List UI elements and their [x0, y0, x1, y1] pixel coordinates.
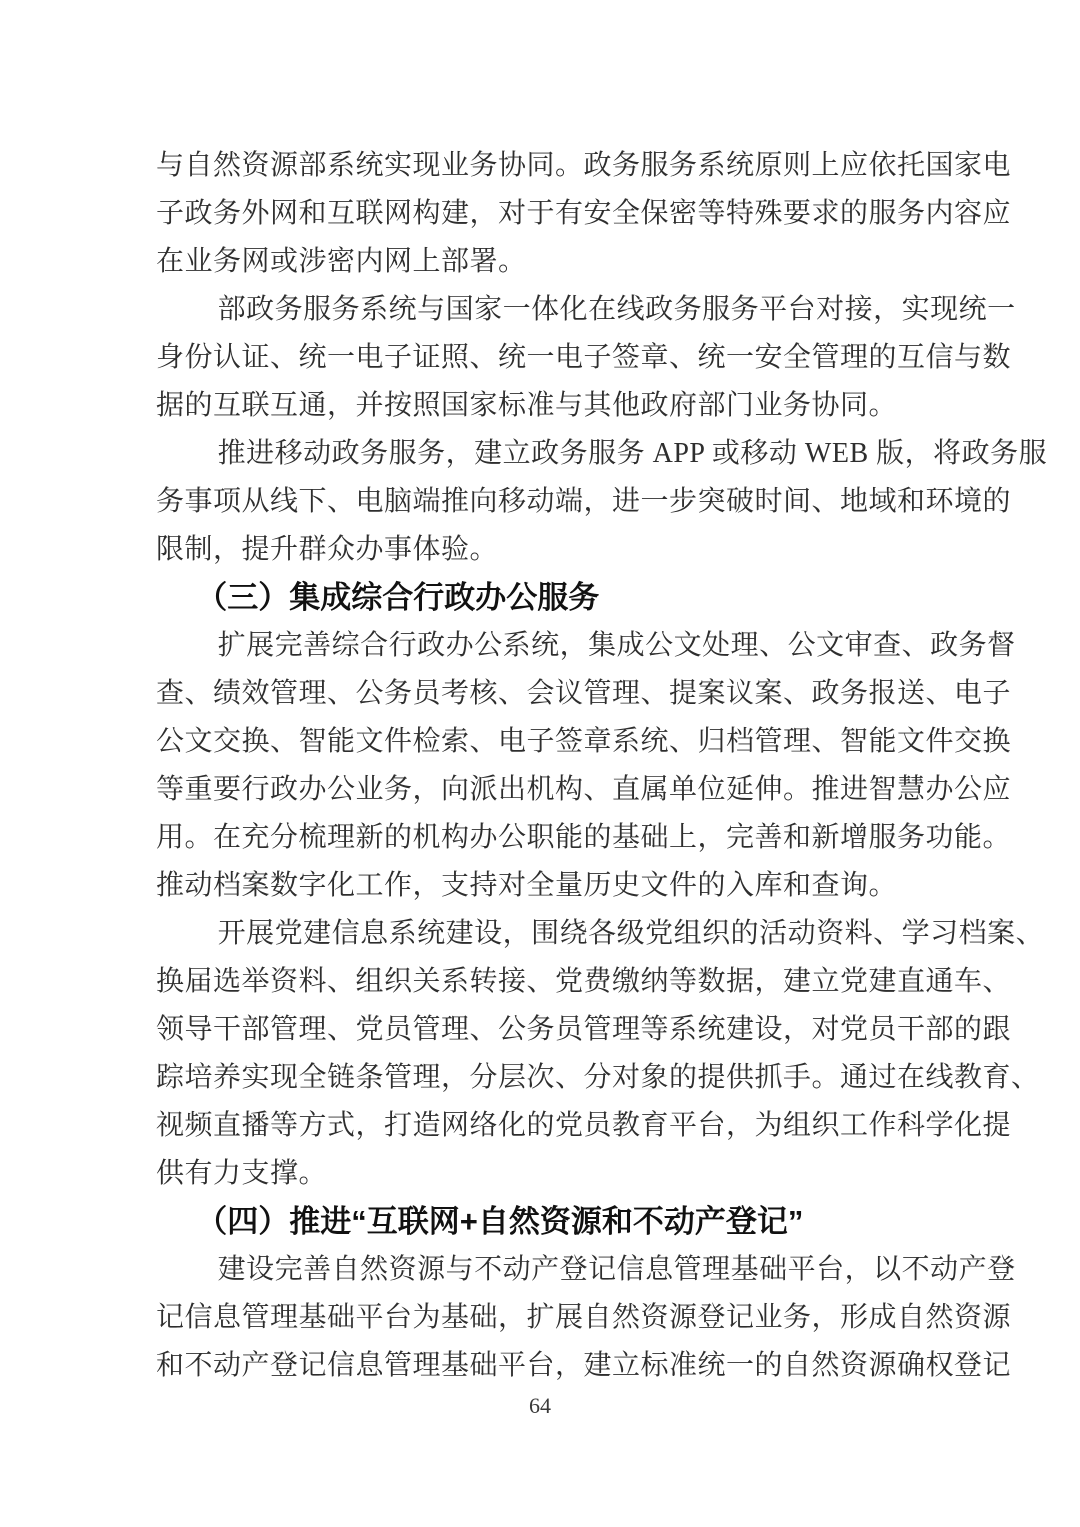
paragraph-line: 建设完善自然资源与不动产登记信息管理基础平台，以不动产登: [217, 1254, 1016, 1285]
document-body: [156, 142, 1048, 1390]
paragraph-line: 供有力支撑。: [156, 1158, 328, 1189]
page-number: 64: [529, 1393, 551, 1418]
paragraph-line: 等重要行政办公业务，向派出机构、直属单位延伸。推进智慧办公应: [156, 774, 1012, 805]
section-heading: （四）推进“互联网+自然资源和不动产登记”: [196, 1204, 804, 1239]
paragraph-line: 据的互联互通，并按照国家标准与其他政府部门业务协同。: [156, 390, 898, 421]
paragraph-line: 换届选举资料、组织关系转接、党费缴纳等数据，建立党建直通车、: [156, 966, 1012, 997]
paragraph-line: 视频直播等方式，打造网络化的党员教育平台，为组织工作科学化提: [156, 1110, 1012, 1141]
section-heading: （三）集成综合行政办公服务: [196, 580, 600, 615]
paragraph-line: 与自然资源部系统实现业务协同。政务服务系统原则上应依托国家电: [156, 150, 1012, 181]
paragraph-line: 和不动产登记信息管理基础平台，建立标准统一的自然资源确权登记: [156, 1350, 1012, 1381]
paragraph-line: 限制，提升群众办事体验。: [156, 534, 499, 565]
paragraph-line: 推进移动政务服务，建立政务服务 APP 或移动 WEB 版，将政务服: [217, 438, 1048, 469]
paragraph-line: 务事项从线下、电脑端推向移动端，进一步突破时间、地域和环境的: [156, 486, 1012, 517]
paragraph-line: 领导干部管理、党员管理、公务员管理等系统建设，对党员干部的跟: [156, 1014, 1012, 1045]
paragraph-line: 扩展完善综合行政办公系统，集成公文处理、公文审查、政务督: [217, 630, 1016, 661]
paragraph-line: 公文交换、智能文件检索、电子签章系统、归档管理、智能文件交换: [156, 726, 1012, 757]
paragraph-line: 部政务服务系统与国家一体化在线政务服务平台对接，实现统一: [217, 294, 1016, 325]
paragraph-line: 用。在充分梳理新的机构办公职能的基础上，完善和新增服务功能。: [156, 822, 1012, 853]
paragraph-line: 子政务外网和互联网构建，对于有安全保密等特殊要求的服务内容应: [156, 198, 1012, 229]
paragraph-line: 推动档案数字化工作，支持对全量历史文件的入库和查询。: [156, 870, 898, 901]
paragraph-line: 查、绩效管理、公务员考核、会议管理、提案议案、政务报送、电子: [156, 678, 1012, 709]
paragraph-line: 开展党建信息系统建设，围绕各级党组织的活动资料、学习档案、: [217, 918, 1045, 949]
paragraph-line: 在业务网或涉密内网上部署。: [156, 246, 527, 277]
paragraph-line: 身份认证、统一电子证照、统一电子签章、统一安全管理的互信与数: [156, 342, 1012, 373]
paragraph-line: 踪培养实现全链条管理，分层次、分对象的提供抓手。通过在线教育、: [156, 1062, 1040, 1093]
paragraph-line: 记信息管理基础平台为基础，扩展自然资源登记业务，形成自然资源: [156, 1302, 1012, 1333]
